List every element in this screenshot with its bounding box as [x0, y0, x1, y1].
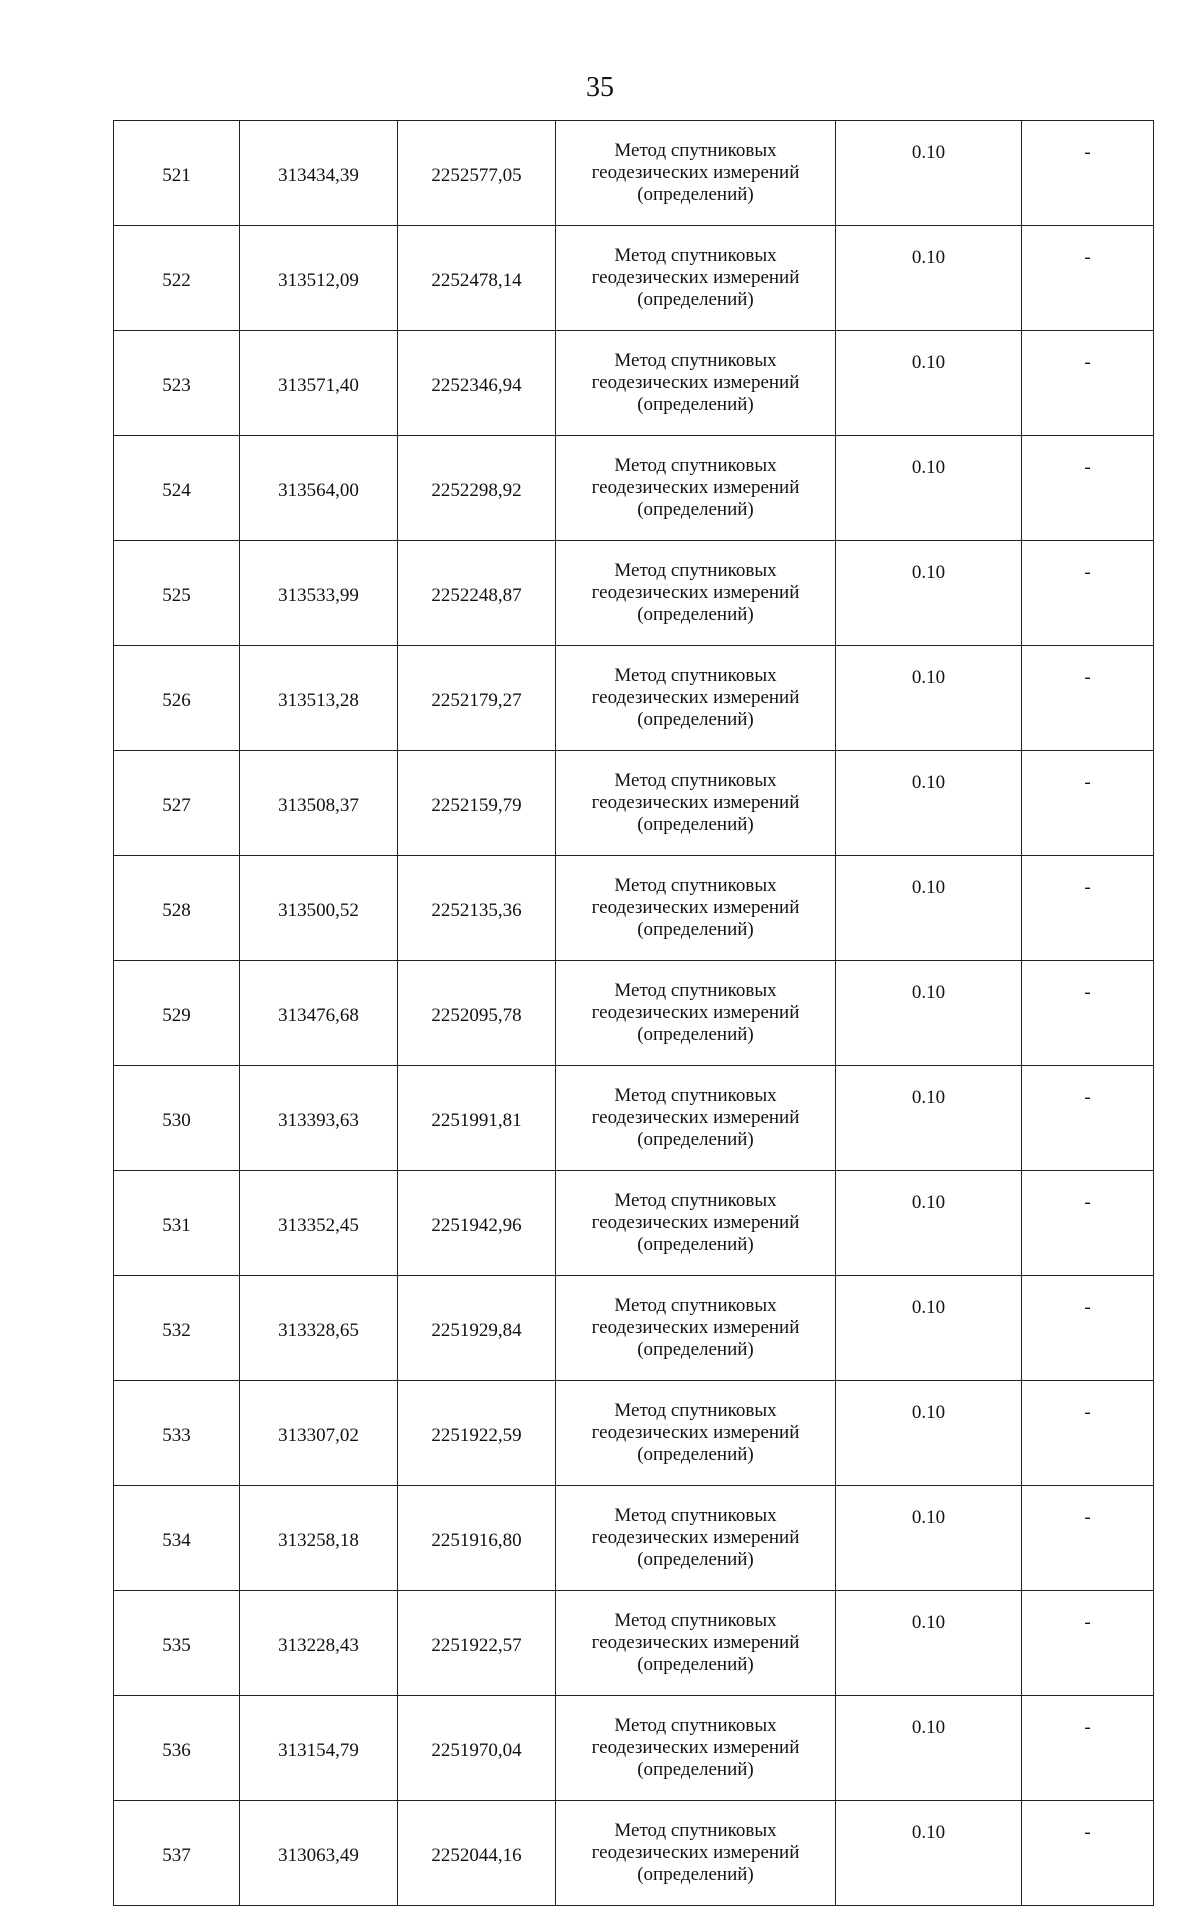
- note-cell: -: [1022, 331, 1154, 436]
- accuracy-cell: 0.10: [836, 121, 1022, 226]
- table-row: [114, 226, 1154, 331]
- note-cell: -: [1022, 1486, 1154, 1591]
- y-coordinate-cell: 2251929,84: [398, 1276, 556, 1381]
- y-coordinate-cell: 2252478,14: [398, 226, 556, 331]
- note-cell: -: [1022, 1591, 1154, 1696]
- accuracy-cell: 0.10: [836, 1696, 1022, 1801]
- x-coordinate-cell: 313513,28: [240, 646, 398, 751]
- point-number-cell: 526: [114, 646, 240, 751]
- y-coordinate-cell: 2252179,27: [398, 646, 556, 751]
- point-number-cell: 521: [114, 121, 240, 226]
- coordinates-table: [113, 120, 1154, 1906]
- x-coordinate-cell: 313154,79: [240, 1696, 398, 1801]
- table-row: [114, 1696, 1154, 1801]
- method-cell: Метод спутниковых геодезических измерений (определений): [556, 751, 836, 856]
- point-number-cell: 530: [114, 1066, 240, 1171]
- table-row: [114, 1591, 1154, 1696]
- method-cell: Метод спутниковых геодезических измерений (определений): [556, 121, 836, 226]
- table-row: [114, 751, 1154, 856]
- note-cell: -: [1022, 1696, 1154, 1801]
- x-coordinate-cell: 313307,02: [240, 1381, 398, 1486]
- method-cell: Метод спутниковых геодезических измерений (определений): [556, 1381, 836, 1486]
- table-row: [114, 856, 1154, 961]
- x-coordinate-cell: 313063,49: [240, 1801, 398, 1906]
- y-coordinate-cell: 2251922,59: [398, 1381, 556, 1486]
- method-cell: Метод спутниковых геодезических измерений (определений): [556, 436, 836, 541]
- x-coordinate-cell: 313533,99: [240, 541, 398, 646]
- table-row: [114, 436, 1154, 541]
- accuracy-cell: 0.10: [836, 1801, 1022, 1906]
- x-coordinate-cell: 313564,00: [240, 436, 398, 541]
- table-row: [114, 541, 1154, 646]
- y-coordinate-cell: 2251970,04: [398, 1696, 556, 1801]
- method-cell: Метод спутниковых геодезических измерений (определений): [556, 856, 836, 961]
- accuracy-cell: 0.10: [836, 646, 1022, 751]
- accuracy-cell: 0.10: [836, 1066, 1022, 1171]
- table-row: [114, 1171, 1154, 1276]
- y-coordinate-cell: 2252135,36: [398, 856, 556, 961]
- point-number-cell: 535: [114, 1591, 240, 1696]
- accuracy-cell: 0.10: [836, 751, 1022, 856]
- y-coordinate-cell: 2252159,79: [398, 751, 556, 856]
- note-cell: -: [1022, 1171, 1154, 1276]
- x-coordinate-cell: 313228,43: [240, 1591, 398, 1696]
- table-row: [114, 1801, 1154, 1906]
- note-cell: -: [1022, 1066, 1154, 1171]
- y-coordinate-cell: 2251991,81: [398, 1066, 556, 1171]
- method-cell: Метод спутниковых геодезических измерений (определений): [556, 226, 836, 331]
- accuracy-cell: 0.10: [836, 226, 1022, 331]
- table-row: [114, 1276, 1154, 1381]
- accuracy-cell: 0.10: [836, 436, 1022, 541]
- accuracy-cell: 0.10: [836, 1381, 1022, 1486]
- y-coordinate-cell: 2252044,16: [398, 1801, 556, 1906]
- x-coordinate-cell: 313434,39: [240, 121, 398, 226]
- method-cell: Метод спутниковых геодезических измерений (определений): [556, 961, 836, 1066]
- x-coordinate-cell: 313500,52: [240, 856, 398, 961]
- x-coordinate-cell: 313512,09: [240, 226, 398, 331]
- note-cell: -: [1022, 856, 1154, 961]
- accuracy-cell: 0.10: [836, 1171, 1022, 1276]
- table-row: [114, 1066, 1154, 1171]
- y-coordinate-cell: 2251922,57: [398, 1591, 556, 1696]
- accuracy-cell: 0.10: [836, 331, 1022, 436]
- x-coordinate-cell: 313508,37: [240, 751, 398, 856]
- method-cell: Метод спутниковых геодезических измерений (определений): [556, 1276, 836, 1381]
- point-number-cell: 537: [114, 1801, 240, 1906]
- point-number-cell: 528: [114, 856, 240, 961]
- method-cell: Метод спутниковых геодезических измерений (определений): [556, 1171, 836, 1276]
- table-row: [114, 961, 1154, 1066]
- table-row: [114, 121, 1154, 226]
- method-cell: Метод спутниковых геодезических измерений (определений): [556, 1066, 836, 1171]
- note-cell: -: [1022, 436, 1154, 541]
- y-coordinate-cell: 2252577,05: [398, 121, 556, 226]
- method-cell: Метод спутниковых геодезических измерений (определений): [556, 1591, 836, 1696]
- x-coordinate-cell: 313393,63: [240, 1066, 398, 1171]
- point-number-cell: 536: [114, 1696, 240, 1801]
- x-coordinate-cell: 313258,18: [240, 1486, 398, 1591]
- note-cell: -: [1022, 646, 1154, 751]
- note-cell: -: [1022, 121, 1154, 226]
- x-coordinate-cell: 313328,65: [240, 1276, 398, 1381]
- method-cell: Метод спутниковых геодезических измерений (определений): [556, 1486, 836, 1591]
- method-cell: Метод спутниковых геодезических измерений (определений): [556, 1696, 836, 1801]
- y-coordinate-cell: 2252095,78: [398, 961, 556, 1066]
- note-cell: -: [1022, 226, 1154, 331]
- accuracy-cell: 0.10: [836, 1591, 1022, 1696]
- y-coordinate-cell: 2252346,94: [398, 331, 556, 436]
- accuracy-cell: 0.10: [836, 1486, 1022, 1591]
- x-coordinate-cell: 313476,68: [240, 961, 398, 1066]
- point-number-cell: 527: [114, 751, 240, 856]
- note-cell: -: [1022, 541, 1154, 646]
- x-coordinate-cell: 313571,40: [240, 331, 398, 436]
- point-number-cell: 523: [114, 331, 240, 436]
- table-row: [114, 646, 1154, 751]
- note-cell: -: [1022, 961, 1154, 1066]
- note-cell: -: [1022, 1276, 1154, 1381]
- point-number-cell: 531: [114, 1171, 240, 1276]
- point-number-cell: 529: [114, 961, 240, 1066]
- y-coordinate-cell: 2252248,87: [398, 541, 556, 646]
- point-number-cell: 534: [114, 1486, 240, 1591]
- method-cell: Метод спутниковых геодезических измерений (определений): [556, 541, 836, 646]
- method-cell: Метод спутниковых геодезических измерений (определений): [556, 646, 836, 751]
- point-number-cell: 532: [114, 1276, 240, 1381]
- accuracy-cell: 0.10: [836, 961, 1022, 1066]
- x-coordinate-cell: 313352,45: [240, 1171, 398, 1276]
- method-cell: Метод спутниковых геодезических измерений (определений): [556, 331, 836, 436]
- table-row: [114, 1381, 1154, 1486]
- method-cell: Метод спутниковых геодезических измерений (определений): [556, 1801, 836, 1906]
- table-row: [114, 1486, 1154, 1591]
- point-number-cell: 533: [114, 1381, 240, 1486]
- page-number: 35: [586, 72, 614, 103]
- point-number-cell: 525: [114, 541, 240, 646]
- accuracy-cell: 0.10: [836, 856, 1022, 961]
- coordinates-table-body: [114, 121, 1154, 1906]
- table-row: [114, 331, 1154, 436]
- y-coordinate-cell: 2252298,92: [398, 436, 556, 541]
- y-coordinate-cell: 2251942,96: [398, 1171, 556, 1276]
- note-cell: -: [1022, 751, 1154, 856]
- accuracy-cell: 0.10: [836, 541, 1022, 646]
- point-number-cell: 522: [114, 226, 240, 331]
- accuracy-cell: 0.10: [836, 1276, 1022, 1381]
- note-cell: -: [1022, 1801, 1154, 1906]
- y-coordinate-cell: 2251916,80: [398, 1486, 556, 1591]
- point-number-cell: 524: [114, 436, 240, 541]
- note-cell: -: [1022, 1381, 1154, 1486]
